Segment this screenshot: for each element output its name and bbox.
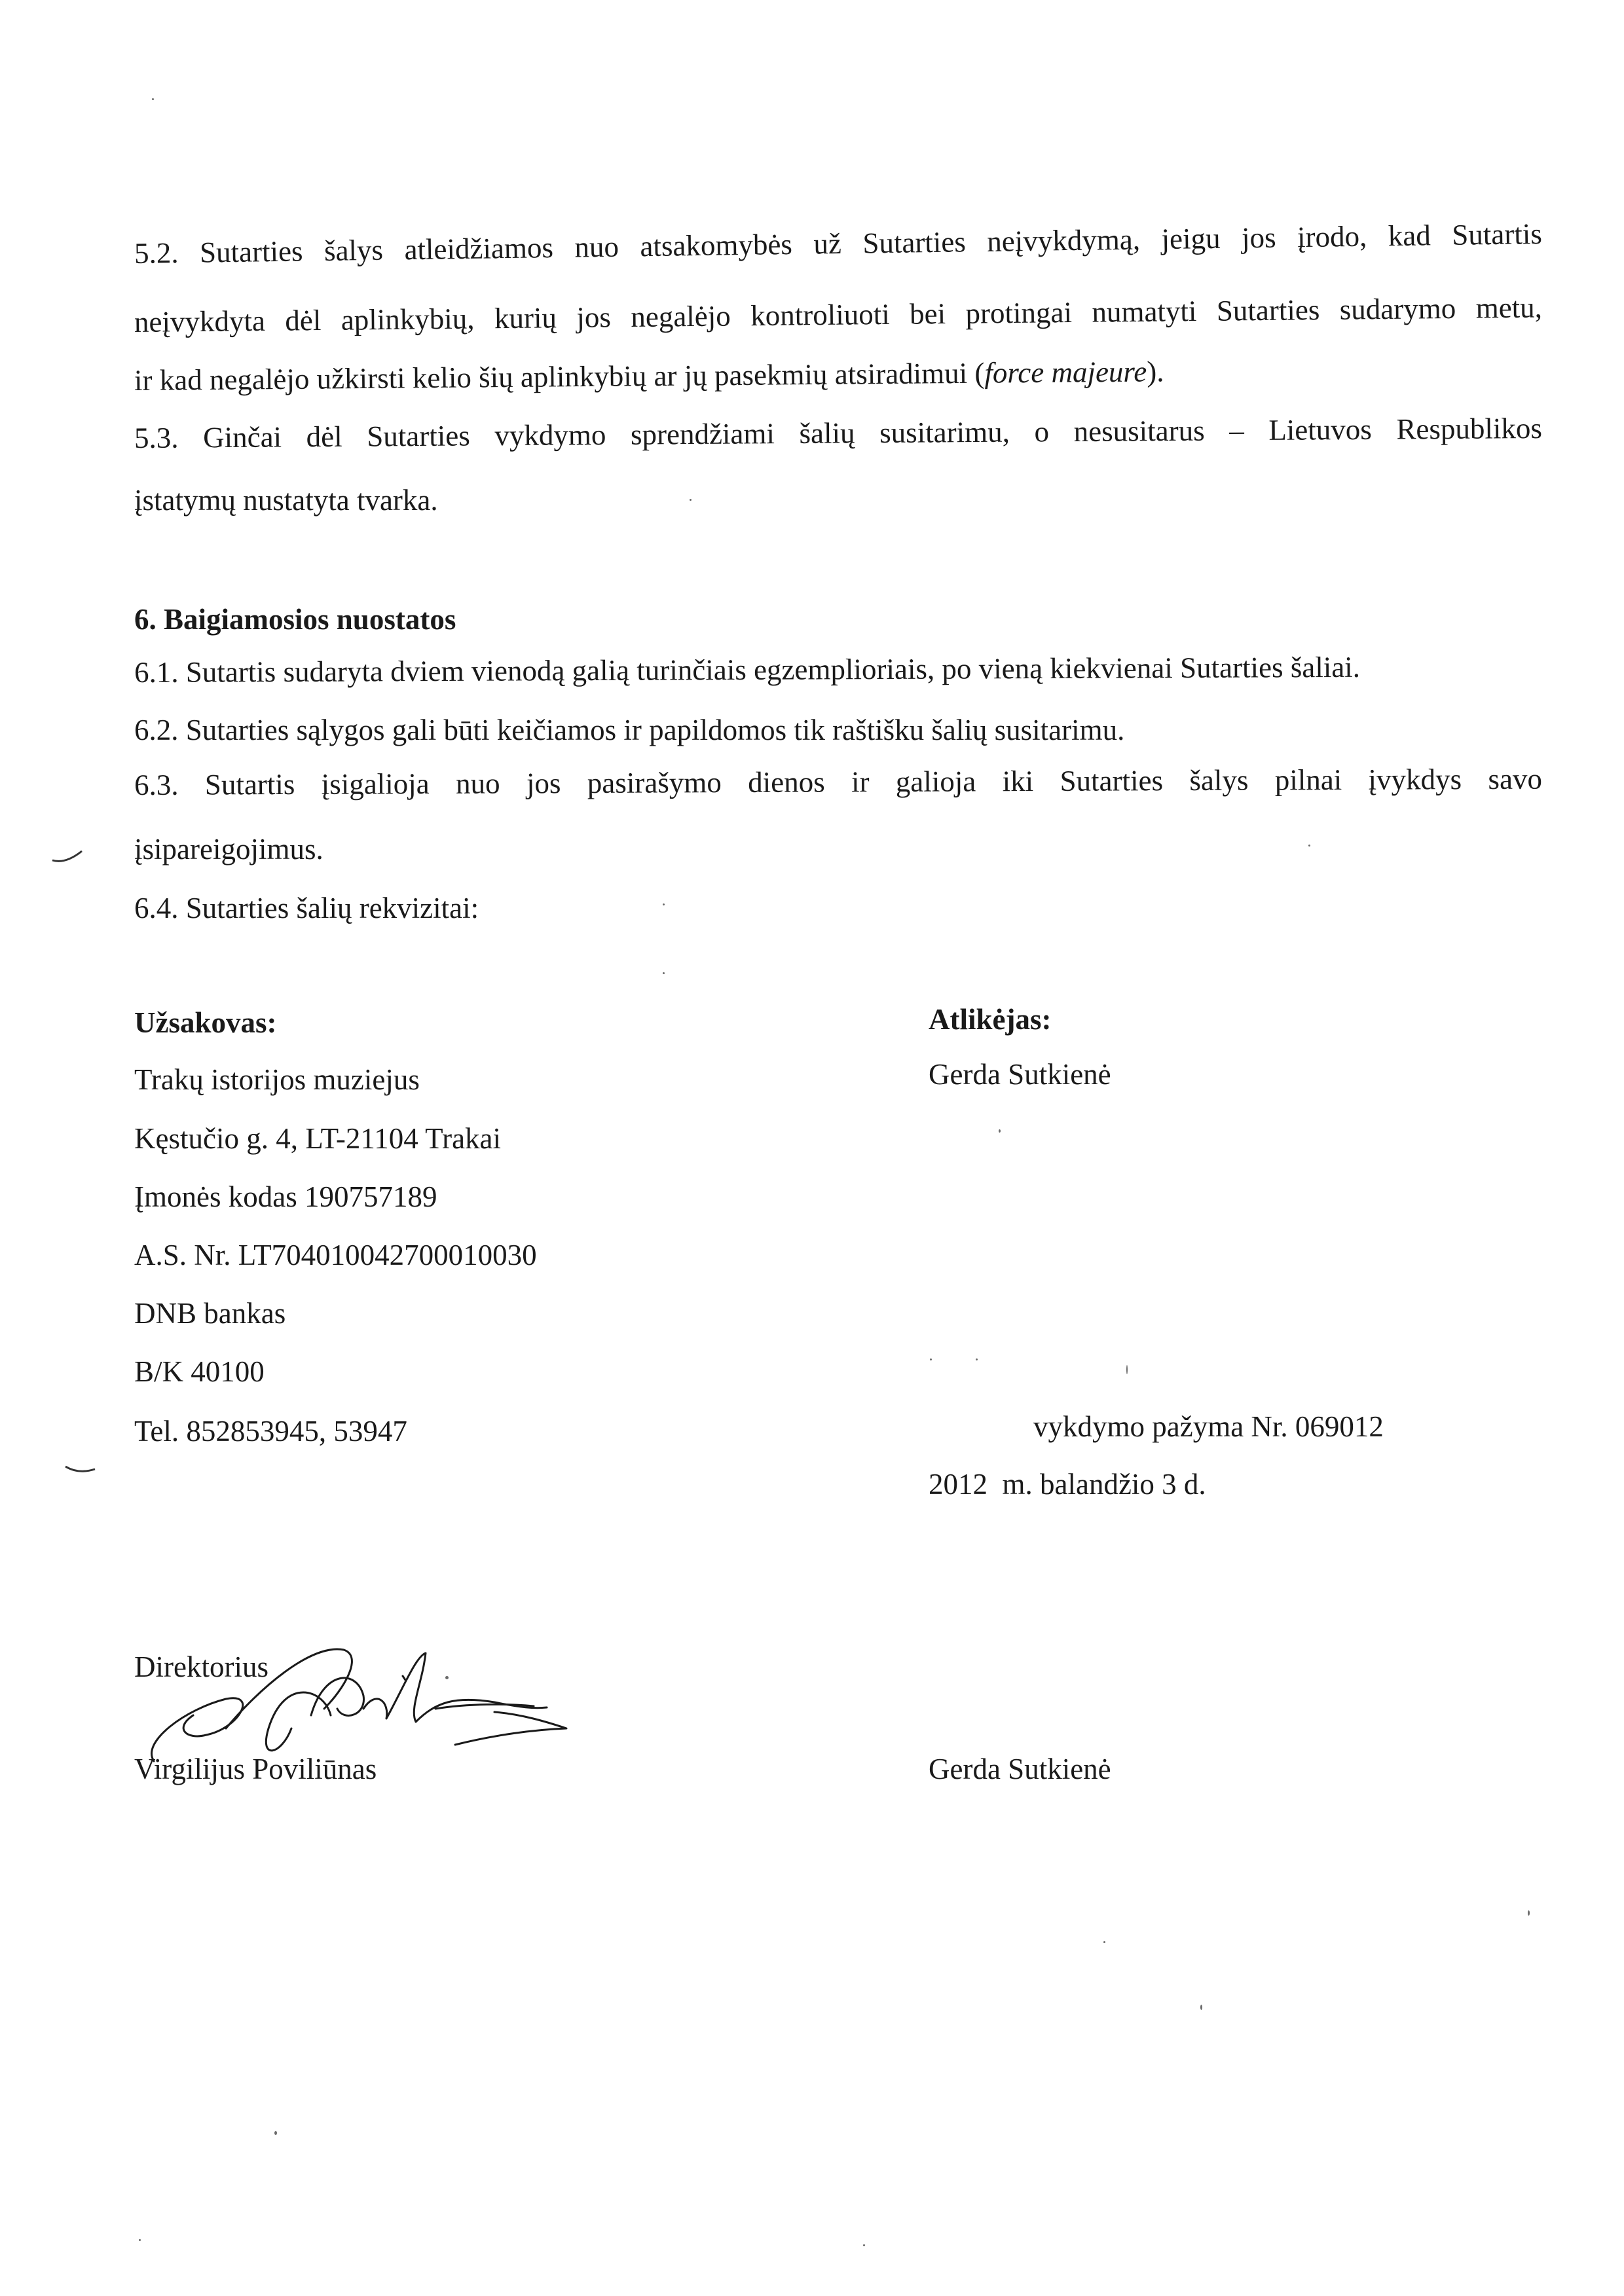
customer-bank-code: B/K 40100: [134, 1355, 265, 1388]
contractor-heading: Atlikėjas:: [929, 1003, 1052, 1036]
clause-5-3-line-2: įstatymų nustatyta tvarka.: [134, 484, 438, 517]
contractor-date: 2012 m. balandžio 3 d.: [929, 1468, 1206, 1501]
clause-6-4: 6.4. Sutarties šalių rekvizitai:: [134, 892, 479, 924]
customer-company-code: Įmonės kodas 190757189: [134, 1180, 437, 1213]
hole-punch-mark-bottom: [62, 1460, 101, 1480]
clause-5-2-line-3: [134, 352, 1164, 399]
scan-speck: [976, 1358, 978, 1360]
scan-speck: [930, 1358, 932, 1360]
clause-5-2-line-3-end: ).: [1147, 355, 1164, 388]
scan-speck: [999, 1129, 1001, 1133]
customer-address: Kęstučio g. 4, LT-21104 Trakai: [134, 1122, 502, 1155]
scan-speck: [663, 972, 665, 974]
scan-speck: [445, 1676, 449, 1679]
clause-6-1: 6.1. Sutartis sudaryta dviem vienodą galią turinčiais egzemplioriais, po vieną kiekvienai Sutarties šaliai.: [134, 650, 1361, 689]
scan-speck: [274, 2131, 277, 2135]
customer-name: Trakų istorijos muziejus: [134, 1063, 420, 1096]
scan-speck: [1200, 2005, 1202, 2010]
clause-5-2-line-2: neįvykdyta dėl aplinkybių, kurių jos negalėjo kontroliuoti bei protingai numatyti Sutarties sudarymo metu,: [134, 291, 1543, 338]
force-majeure-term: force majeure: [984, 355, 1147, 390]
clause-5-2-line-3-text: ir kad negalėjo užkirsti kelio šių aplinkybių ar jų pasekmių atsiradimui (: [134, 356, 985, 397]
clause-6-3-line-1: 6.3. Sutartis įsigalioja nuo jos pasirašymo dienos ir galioja iki Sutarties šalys pilnai įvykdys savo: [134, 762, 1543, 801]
scan-speck: [863, 2244, 865, 2246]
scan-speck: [1308, 845, 1310, 847]
scan-speck: [1528, 1910, 1530, 1916]
director-title: Direktorius: [134, 1650, 268, 1683]
hole-punch-mark-top: [49, 846, 88, 866]
section-6-heading: 6. Baigiamosios nuostatos: [134, 603, 456, 636]
customer-account: A.S. Nr. LT704010042700010030: [134, 1239, 537, 1271]
clause-5-2-line-1: 5.2. Sutarties šalys atleidžiamos nuo atsakomybės už Sutarties neįvykdymą, jeigu jos įrodo, kad Sutartis: [134, 217, 1543, 270]
scan-speck: [663, 903, 665, 905]
customer-heading: Užsakovas:: [134, 1006, 277, 1039]
contractor-name: Gerda Sutkienė: [929, 1058, 1111, 1091]
scan-speck: [1126, 1365, 1128, 1374]
clause-5-3-line-1: 5.3. Ginčai dėl Sutarties vykdymo sprendžiami šalių susitarimu, o nesusitarus – Lietuvos Respublikos: [134, 411, 1543, 454]
clause-6-2: 6.2. Sutarties sąlygos gali būti keičiamos ir papildomos tik raštišku šalių susitarimu.: [134, 714, 1125, 746]
scan-speck: [139, 2239, 141, 2241]
contractor-signature-name: Gerda Sutkienė: [929, 1753, 1111, 1785]
scan-speck: [152, 98, 154, 100]
clause-6-3-line-2: įsipareigojimus.: [134, 833, 323, 866]
customer-phone: Tel. 852853945, 53947: [134, 1415, 407, 1448]
scan-speck: [690, 499, 692, 501]
scan-speck: [1103, 1941, 1105, 1943]
customer-bank: DNB bankas: [134, 1297, 286, 1330]
director-name: Virgilijus Poviliūnas: [134, 1753, 377, 1785]
contractor-certificate: vykdymo pažyma Nr. 069012: [1033, 1410, 1384, 1443]
